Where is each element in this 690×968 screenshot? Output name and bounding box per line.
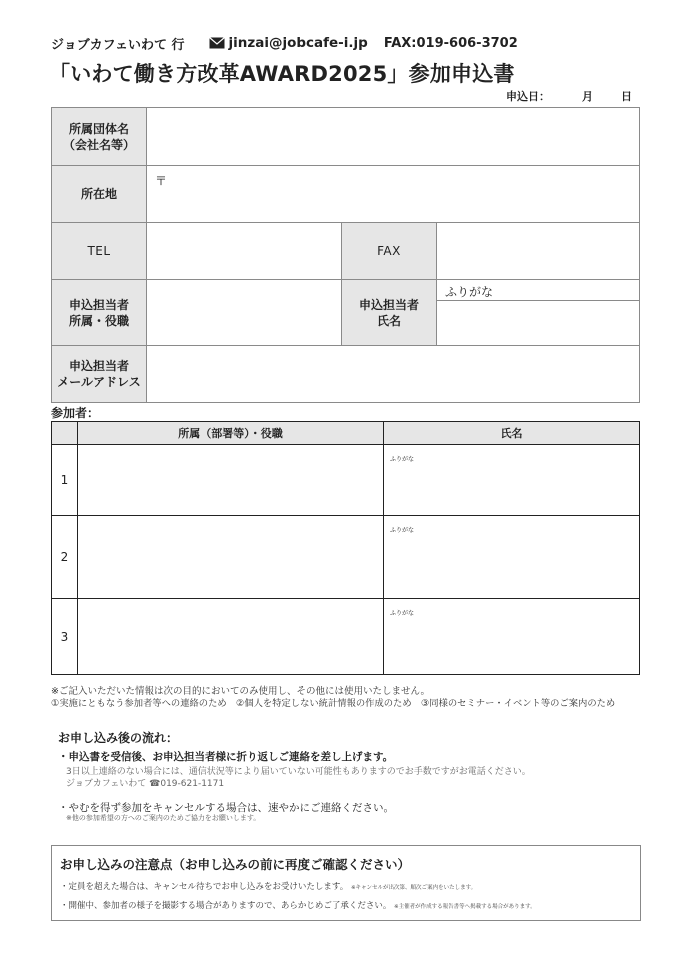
date-day: 日	[621, 90, 632, 103]
row-number: 3	[52, 599, 78, 675]
col-dept: 所属（部署等）・役職	[78, 422, 384, 445]
flow-item-2-note: ※他の参加希望の方へのご案内のためご協力をお願いします。	[66, 814, 261, 822]
envelope-icon	[209, 37, 225, 49]
caution-title: お申し込みの注意点（お申し込みの前に再度ご確認ください）	[60, 857, 411, 872]
participants-table	[51, 421, 640, 675]
row-number: 2	[52, 516, 78, 599]
privacy-note: ※ご記入いただいた情報は次の目的においてのみ使用し、その他には使用いたしません。	[51, 686, 431, 697]
participants-label: 参加者：	[51, 406, 100, 420]
page-title: 「いわて働き方改革AWARD2025」参加申込書	[49, 62, 515, 86]
email-contact[interactable]	[209, 35, 368, 51]
table-row	[52, 516, 640, 599]
fax-number: FAX:019-606-3702	[383, 35, 518, 51]
email-address: jinzai@jobcafe-i.jp	[228, 35, 368, 51]
flow-item-2: ・やむを得ず参加をキャンセルする場合は、速やかにご連絡ください。	[58, 802, 394, 814]
flow-item-1-phone: ジョブカフェいわて ☎019-621-1171	[66, 779, 225, 789]
table-row	[52, 599, 640, 675]
contact-furigana-field[interactable]: ふりがな	[437, 280, 640, 301]
contact-mail-label: 申込担当者 メールアドレス	[52, 346, 147, 403]
header-line	[51, 34, 651, 52]
recipient: ジョブカフェいわて 行	[51, 37, 185, 53]
date-label: 申込日：	[506, 90, 550, 103]
postal-mark: 〒	[155, 174, 168, 188]
name-field[interactable]: ふりがな	[384, 599, 640, 675]
contact-name-field[interactable]	[437, 301, 640, 346]
flow-item-1: ・申込書を受信後、お申込担当者様に折り返しご連絡を差し上げます。	[58, 751, 394, 763]
tel-field[interactable]	[147, 223, 342, 280]
address-label: 所在地	[52, 166, 147, 223]
fax-label: FAX	[342, 223, 437, 280]
contact-role-label: 申込担当者 所属・役職	[52, 280, 147, 346]
col-number	[52, 422, 78, 445]
name-field[interactable]: ふりがな	[384, 516, 640, 599]
caution-item-1: ・定員を超えた場合は、キャンセル待ちでお申し込みをお受けいたします。 ※キャンセルが出次第、順次ご案内をいたします。	[60, 882, 477, 892]
privacy-purposes: ①実施にともなう参加者等への連絡のため ②個人を特定しない統計情報の作成のため ③同様のセミナー・イベント等のご案内のため	[51, 698, 616, 709]
dept-field[interactable]	[78, 445, 384, 516]
caution-item-2: ・開催中、参加者の様子を撮影する場合がありますので、あらかじめご了承ください。 ※主催者が作成する報告書等へ掲載する場合があります。	[60, 901, 536, 911]
org-name-label: 所属団体名 （会社名等）	[52, 108, 147, 166]
contact-name-label: 申込担当者 氏名	[342, 280, 437, 346]
flow-title: お申し込み後の流れ：	[58, 731, 179, 745]
date-month: 月	[582, 90, 593, 103]
contact-role-field[interactable]	[147, 280, 342, 346]
name-field[interactable]: ふりがな	[384, 445, 640, 516]
tel-label: TEL	[52, 223, 147, 280]
organization-form	[51, 107, 640, 403]
flow-item-1-note: 3日以上連絡のない場合には、通信状況等により届いていない可能性もありますのでお手数ですがお電話ください。	[66, 767, 531, 777]
table-row	[52, 445, 640, 516]
col-name: 氏名	[384, 422, 640, 445]
org-name-field[interactable]	[147, 108, 640, 166]
application-date	[506, 88, 632, 104]
contact-mail-field[interactable]	[147, 346, 640, 403]
fax-field[interactable]	[437, 223, 640, 280]
address-field[interactable]	[147, 166, 640, 223]
row-number: 1	[52, 445, 78, 516]
dept-field[interactable]	[78, 516, 384, 599]
dept-field[interactable]	[78, 599, 384, 675]
